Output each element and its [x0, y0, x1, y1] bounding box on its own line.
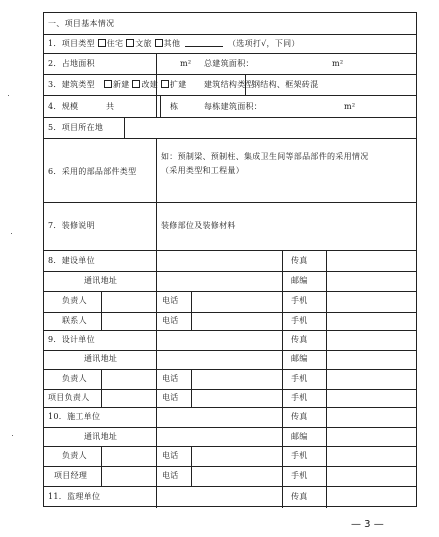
- design-unit-label: 9．设计单位: [48, 335, 95, 344]
- other-checkbox[interactable]: [155, 39, 163, 47]
- row-divider: [44, 407, 416, 408]
- col-divider: [101, 446, 102, 486]
- decoration-label: 7．装修说明: [48, 221, 95, 230]
- col-divider: [101, 369, 102, 407]
- col-divider: [191, 446, 192, 486]
- building-count-prefix: 共: [106, 102, 115, 111]
- address-label: 通讯地址: [84, 276, 118, 285]
- postcode-label: 邮编: [291, 432, 308, 441]
- row-divider: [44, 53, 416, 54]
- row-divider: [44, 95, 416, 96]
- row-divider: [44, 446, 416, 447]
- project-manager-label: 项目经理: [54, 471, 88, 480]
- expand-option: 扩建: [169, 80, 187, 89]
- row-divider: [44, 250, 416, 251]
- col-divider: [124, 117, 125, 138]
- land-area-unit: m²: [180, 59, 192, 68]
- row-divider: [44, 427, 416, 428]
- phone-label: 电话: [162, 451, 179, 460]
- col-divider: [156, 250, 157, 508]
- mobile-label: 手机: [291, 471, 308, 480]
- col-divider: [326, 250, 327, 508]
- row-divider: [44, 34, 416, 35]
- phone-label: 电话: [162, 296, 179, 305]
- rebuild-option: 改建: [141, 80, 159, 89]
- col-divider: [156, 138, 157, 250]
- col-divider: [191, 291, 192, 330]
- project-type-label: 1．项目类型: [48, 39, 95, 48]
- supervision-unit-label: 11．监理单位: [48, 492, 101, 501]
- checkmark-note: （选项打√，下同）: [227, 39, 300, 48]
- row-divider: [44, 350, 416, 351]
- row-divider: [44, 291, 416, 292]
- structure-type-label: 建筑结构类型: [204, 80, 254, 89]
- decoration-desc: 装修部位及装修材料: [161, 221, 236, 230]
- project-location-label: 5．项目所在地: [48, 123, 104, 132]
- project-type-row: [48, 39, 300, 49]
- row-divider: [44, 466, 416, 467]
- row-divider: [44, 138, 416, 139]
- tourism-checkbox[interactable]: [126, 39, 134, 47]
- row-divider: [44, 74, 416, 75]
- tourism-option: 文旅: [135, 39, 152, 48]
- row-divider: [44, 312, 416, 313]
- building-type-label: 3．建筑类型: [48, 80, 95, 89]
- total-area-label: 总建筑面积：: [204, 59, 254, 68]
- phone-label: 电话: [162, 471, 179, 480]
- building-count-unit: 栋: [170, 102, 179, 111]
- phone-label: 电话: [162, 374, 179, 383]
- other-type-blank[interactable]: [185, 39, 223, 47]
- row-divider: [44, 330, 416, 331]
- new-build-checkbox[interactable]: [104, 80, 112, 88]
- fax-label: 传真: [291, 492, 308, 501]
- postcode-label: 邮编: [291, 276, 308, 285]
- mobile-label: 手机: [291, 393, 308, 402]
- mobile-label: 手机: [291, 296, 308, 305]
- structure-type-value: 钢结构、框架砖混: [252, 80, 319, 89]
- address-label: 通讯地址: [84, 354, 118, 363]
- land-area-label: 2．占地面积: [48, 59, 95, 68]
- person-in-charge-label: 负责人: [62, 451, 87, 460]
- mobile-label: 手机: [291, 451, 308, 460]
- row-divider: [44, 486, 416, 487]
- component-type-desc: 如：预制梁、预制柱、集成卫生间等部品部件的采用情况（采用类型和工程量）: [161, 152, 369, 175]
- phone-label: 电话: [162, 393, 179, 402]
- total-area-unit: m²: [332, 59, 344, 68]
- fax-label: 传真: [291, 256, 308, 265]
- project-lead-label: 项目负责人: [48, 393, 90, 402]
- per-building-area-unit: m²: [344, 102, 356, 111]
- building-type-options: [104, 80, 187, 90]
- person-in-charge-label: 负责人: [62, 374, 87, 383]
- fax-label: 传真: [291, 412, 308, 421]
- fax-label: 传真: [291, 335, 308, 344]
- section-header: 一、项目基本情况: [48, 19, 115, 28]
- residential-option: 住宅: [106, 39, 124, 48]
- mobile-label: 手机: [291, 374, 308, 383]
- row-divider: [44, 369, 416, 370]
- postcode-label: 邮编: [291, 354, 308, 363]
- scale-label: 4．规模: [48, 102, 79, 111]
- mobile-label: 手机: [291, 316, 308, 325]
- row-divider: [44, 202, 416, 203]
- scan-speck: [12, 435, 13, 436]
- construction-unit-label: 8．建设单位: [48, 256, 95, 265]
- row-divider: [44, 271, 416, 272]
- project-info-form: [43, 12, 417, 507]
- contact-person-label: 联系人: [62, 316, 87, 325]
- col-divider: [282, 250, 283, 508]
- scan-speck: [11, 233, 12, 234]
- col-divider: [160, 95, 161, 117]
- expand-checkbox[interactable]: [161, 80, 169, 88]
- col-divider: [101, 291, 102, 330]
- per-building-area-label: 每栋建筑面积：: [204, 102, 263, 111]
- col-divider: [191, 369, 192, 407]
- page-number: — 3 —: [351, 519, 384, 530]
- row-divider: [44, 117, 416, 118]
- builder-unit-label: 10．施工单位: [48, 412, 101, 421]
- row-divider: [44, 389, 416, 390]
- rebuild-checkbox[interactable]: [132, 80, 140, 88]
- scan-speck: [8, 95, 9, 96]
- address-label: 通讯地址: [84, 432, 118, 441]
- phone-label: 电话: [162, 316, 179, 325]
- other-option: 其他: [163, 39, 181, 48]
- person-in-charge-label: 负责人: [62, 296, 87, 305]
- component-type-label: 6．采用的部品部件类型: [48, 167, 137, 176]
- new-build-option: 新建: [113, 80, 130, 89]
- residential-checkbox[interactable]: [98, 39, 106, 47]
